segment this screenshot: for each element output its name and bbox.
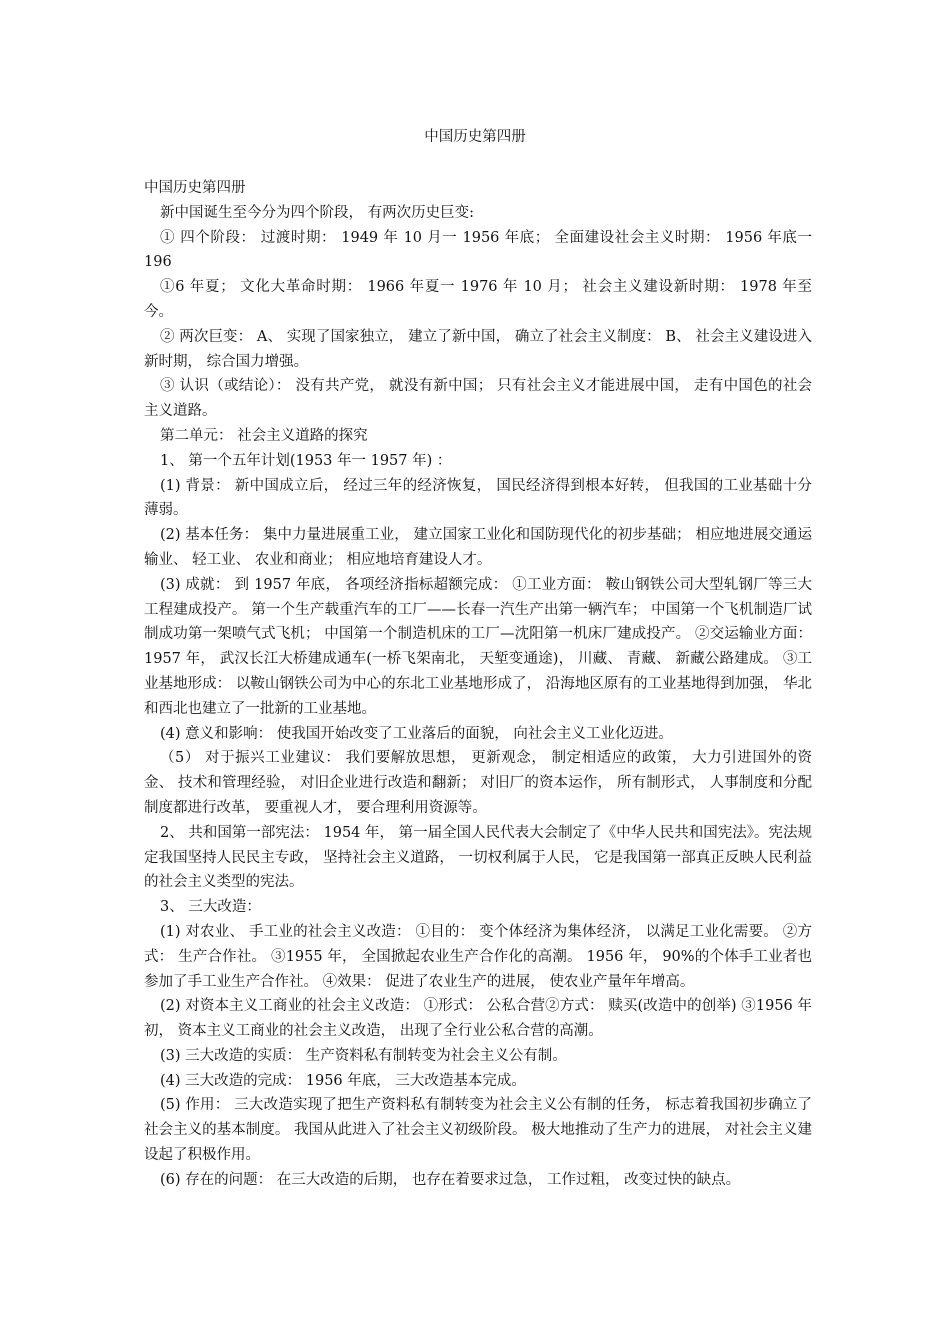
paragraph: (2) 基本任务： 集中力量进展重工业， 建立国家工业化和国防现代化的初步基础； 相应地进展交通运输业、 轻工业、 农业和商业； 相应地培育建设人才。	[144, 527, 812, 568]
page-title: 中国历史第四册	[424, 129, 526, 145]
paragraph: (5) 作用： 三大改造实现了把生产资料私有制转变为社会主义公有制的任务， 标志着我国初步确立了社会主义的基本制度。 我国从此进入了社会主义初级阶段。 极大地推动了生产力的进展， 对社会主义建设起了积极作用。	[144, 1097, 812, 1164]
paragraph: (2) 对资本主义工商业的社会主义改造： ①形式： 公私合营②方式： 赎买(改造中的创举) ③1956 年初， 资本主义工商业的社会主义改造， 出现了全行业公私合营的高潮。	[144, 998, 812, 1040]
paragraph: (3) 成就： 到 1957 年底， 各项经济指标超额完成： ①工业方面： 鞍山钢铁公司大型轧钢厂等三大工程建成投产。 第一个生产载重汽车的工厂——长春一汽生产出第一辆汽车； 中国第一个飞机制造厂试制成功第一架喷气式飞机； 中国第一个制造机床的工厂—沈阳第一机床厂建成投产。 ②交运输业方面： 1957 年， 武汉长江大桥建成通车(一桥飞架南北， 天堑变通途)， 川藏、 青藏、 新藏公路建成。 ③工业基地形成： 以鞍山钢铁公司为中心的东北工业基地形成了， 沿海地区原有的工业基地得到加强， 华北和西北也建立了一批新的工业基地。	[144, 576, 812, 717]
paragraph: ③ 认识（或结论）： 没有共产党， 就没有新中国； 只有社会主义才能进展中国， 走有中国色的社会主义道路。	[144, 378, 812, 420]
paragraph: (4) 意义和影响： 使我国开始改变了工业落后的面貌， 向社会主义工业化迈进。	[160, 725, 673, 742]
paragraph: 新中国诞生至今分为四个阶段， 有两次历史巨变:	[160, 204, 474, 221]
paragraph: ② 两次巨变： A、 实现了国家独立， 建立了新中国， 确立了社会主义制度： B、 社会主义建设进入新时期， 综合国力增强。	[144, 328, 812, 370]
paragraph: 1、 第一个五年计划(1953 年一 1957 年) ：	[160, 452, 452, 469]
paragraph: 3、 三大改造：	[160, 899, 261, 916]
paragraph: ①6 年夏； 文化大革命时期： 1966 年夏一 1976 年 10 月； 社会主义建设新时期： 1978 年至今。	[144, 279, 812, 320]
paragraph: (1) 对农业、 手工业的社会主义改造： ①目的： 变个体经济为集体经济， 以满足工业化需要。 ②方式： 生产合作社。 ③1955 年， 全国掀起农业生产合作化的高潮。 1956 年， 90%的个体手工业者也参加了手工业生产合作社。 ④效果： 促进了农业生产的进展， 使农业产量年年增高。	[144, 923, 812, 990]
paragraph: 2、 共和国第一部宪法： 1954 年， 第一届全国人民代表大会制定了《中华人民共和国宪法》。宪法规定我国坚持人民民主专政， 坚持社会主义道路， 一切权利属于人民， 它是我国第一部真正反映人民利益的社会主义类型的宪法。	[144, 824, 812, 891]
unit-heading: 第二单元： 社会主义道路的探究	[160, 427, 368, 444]
paragraph: (1) 背景： 新中国成立后， 经过三年的经济恢复， 国民经济得到根本好转， 但我国的工业基础十分薄弱。	[144, 477, 812, 519]
paragraph: ① 四个阶段： 过渡时期： 1949 年 10 月一 1956 年底； 全面建设社会主义时期： 1956 年底一 196	[144, 229, 812, 271]
section-heading: 中国历史第四册	[144, 180, 246, 196]
paragraph: (6) 存在的问题： 在三大改造的后期， 也存在着要求过急， 工作过粗， 改变过快的缺点。	[160, 1171, 741, 1188]
paragraph: （5） 对于振兴工业建议： 我们要解放思想， 更新观念， 制定相适应的政策， 大力引进国外的资金、 技术和管理经验， 对旧企业进行改造和翻新； 对旧厂的资本运作， 所有制形式， 人事制度和分配制度都进行改革， 要重视人才， 要合理利用资源等。	[144, 750, 812, 816]
paragraph: (3) 三大改造的实质： 生产资料私有制转变为社会主义公有制。	[160, 1047, 567, 1064]
document-body	[144, 176, 812, 1193]
paragraph: (4) 三大改造的完成： 1956 年底， 三大改造基本完成。	[160, 1072, 526, 1089]
